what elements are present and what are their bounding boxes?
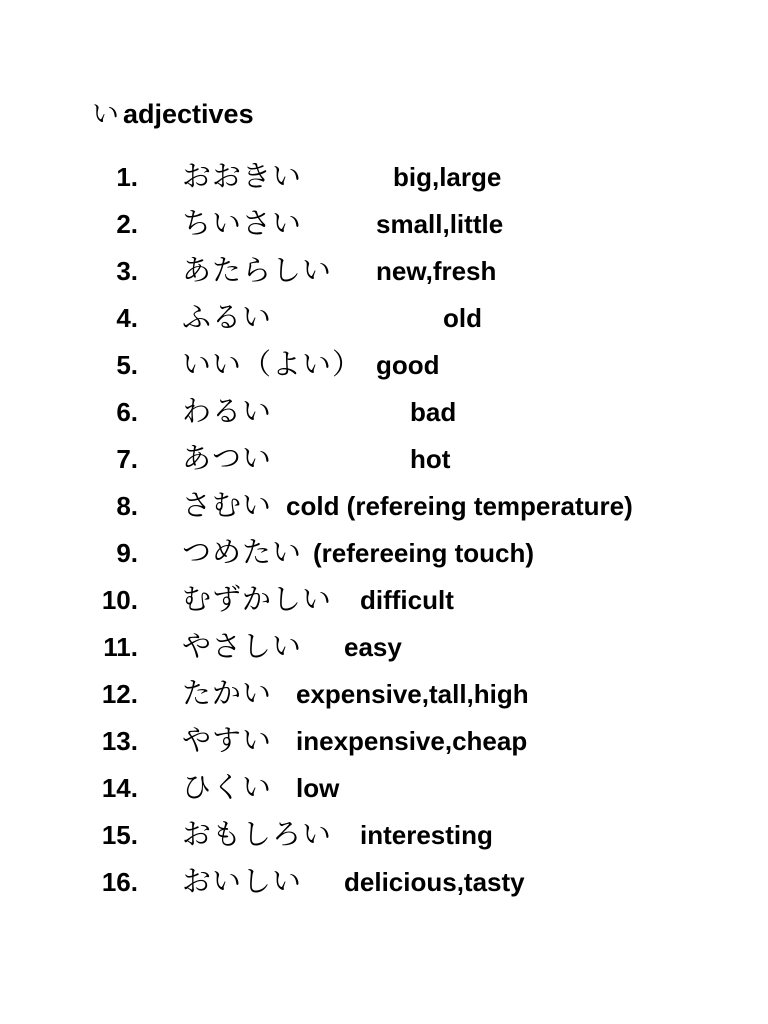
item-kana: おおきい xyxy=(182,159,303,193)
list-item xyxy=(0,768,768,808)
item-number: 3. xyxy=(116,256,138,286)
item-kana: ちいさい xyxy=(182,206,303,240)
item-meaning: old xyxy=(443,303,482,333)
item-meaning: new,fresh xyxy=(376,256,497,286)
list-item xyxy=(0,486,768,526)
item-number: 5. xyxy=(116,350,138,380)
item-meaning: (refereeing touch) xyxy=(313,538,535,568)
list-item xyxy=(0,627,768,667)
item-meaning: easy xyxy=(344,632,402,662)
item-meaning: cold (refereing temperature) xyxy=(286,491,633,521)
item-number: 8. xyxy=(116,491,138,521)
item-number: 13. xyxy=(101,726,138,756)
item-meaning: inexpensive,cheap xyxy=(296,726,528,756)
item-meaning: low xyxy=(296,773,340,803)
list-item xyxy=(0,204,768,244)
item-number: 16. xyxy=(101,867,138,897)
item-kana: あつい xyxy=(182,441,273,475)
item-kana: むずかしい xyxy=(182,582,333,616)
item-number: 1. xyxy=(116,162,138,192)
item-number: 4. xyxy=(116,303,138,333)
item-number: 15. xyxy=(101,820,138,850)
item-meaning: bad xyxy=(410,397,457,427)
item-meaning: good xyxy=(376,350,440,380)
list-item xyxy=(0,439,768,479)
item-kana: おもしろい xyxy=(182,817,333,851)
item-number: 12. xyxy=(101,679,138,709)
item-kana: つめたい xyxy=(182,535,303,569)
item-kana: わるい xyxy=(182,394,273,428)
item-kana: いい（よい） xyxy=(182,347,363,381)
item-number: 2. xyxy=(116,209,138,239)
item-meaning: difficult xyxy=(360,585,454,615)
list-item xyxy=(0,580,768,620)
list-item xyxy=(0,298,768,338)
item-number: 6. xyxy=(116,397,138,427)
title-kana: い xyxy=(92,99,119,130)
list-item xyxy=(0,251,768,291)
item-meaning: big,large xyxy=(393,162,502,192)
item-kana: やさしい xyxy=(182,629,303,663)
item-meaning: expensive,tall,high xyxy=(296,679,529,709)
item-kana: ふるい xyxy=(182,300,273,334)
list-item xyxy=(0,392,768,432)
item-number: 10. xyxy=(101,585,138,615)
list-item xyxy=(0,674,768,714)
item-kana: やすい xyxy=(182,723,273,757)
page-title xyxy=(92,96,254,133)
list-item xyxy=(0,862,768,902)
item-meaning: delicious,tasty xyxy=(344,867,525,897)
list-item xyxy=(0,721,768,761)
item-number: 9. xyxy=(116,538,138,568)
item-number: 14. xyxy=(101,773,138,803)
item-kana: ひくい xyxy=(182,770,273,804)
item-kana: さむい xyxy=(182,488,273,522)
title-text: adjectives xyxy=(123,99,254,129)
item-meaning: interesting xyxy=(360,820,493,850)
list-item xyxy=(0,533,768,573)
item-meaning: small,little xyxy=(376,209,504,239)
list-item xyxy=(0,815,768,855)
item-number: 11. xyxy=(103,632,138,662)
item-number: 7. xyxy=(116,444,138,474)
item-kana: おいしい xyxy=(182,864,303,898)
item-kana: あたらしい xyxy=(182,253,333,287)
list-item xyxy=(0,157,768,197)
item-kana: たかい xyxy=(182,676,273,710)
item-meaning: hot xyxy=(410,444,451,474)
list-item xyxy=(0,345,768,385)
